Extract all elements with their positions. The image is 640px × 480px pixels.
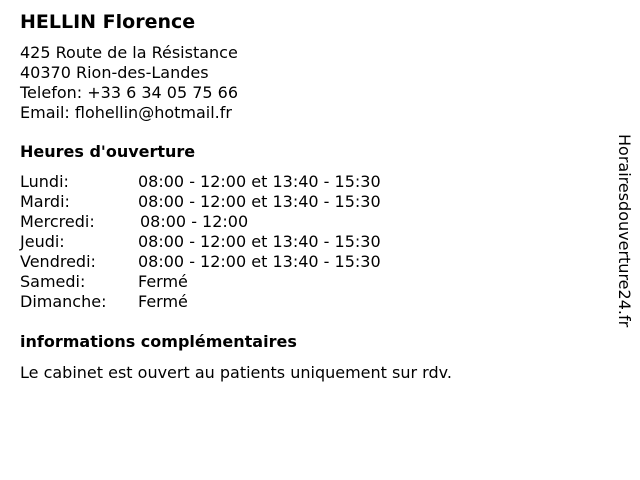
business-name: HELLIN Florence <box>20 11 196 33</box>
address-block <box>20 43 600 123</box>
phone-number: Telefon: +33 6 34 05 75 66 <box>20 83 239 102</box>
site-watermark-label: Horairesdouverture24.fr <box>615 134 634 328</box>
day-hours: 08:00 - 12:00 et 13:40 - 15:30 <box>138 232 381 251</box>
opening-hours-table <box>20 172 600 312</box>
hours-row-mercredi <box>20 212 600 232</box>
day-hours: 08:00 - 12:00 et 13:40 - 15:30 <box>138 252 381 271</box>
day-hours: 08:00 - 12:00 <box>140 212 249 231</box>
street-address: 425 Route de la Résistance <box>20 43 238 62</box>
opening-hours-heading: Heures d'ouverture <box>20 142 196 161</box>
day-label: Lundi: <box>20 172 69 191</box>
day-label: Mardi: <box>20 192 70 211</box>
additional-info-heading: informations complémentaires <box>20 332 297 351</box>
day-label: Dimanche: <box>20 292 107 311</box>
day-hours: Fermé <box>138 292 188 311</box>
day-label: Mercredi: <box>20 212 95 231</box>
email-address: Email: flohellin@hotmail.fr <box>20 103 232 122</box>
postal-city: 40370 Rion-des-Landes <box>20 63 209 82</box>
hours-row-vendredi <box>20 252 600 272</box>
day-hours: 08:00 - 12:00 et 13:40 - 15:30 <box>138 192 381 211</box>
hours-row-samedi <box>20 272 600 292</box>
day-label: Samedi: <box>20 272 86 291</box>
hours-row-lundi <box>20 172 600 192</box>
additional-info-text: Le cabinet est ouvert au patients uniquement sur rdv. <box>20 363 452 382</box>
day-label: Jeudi: <box>20 232 65 251</box>
hours-row-dimanche <box>20 292 600 312</box>
hours-row-mardi <box>20 192 600 212</box>
day-label: Vendredi: <box>20 252 96 271</box>
hours-row-jeudi <box>20 232 600 252</box>
day-hours: Fermé <box>138 272 188 291</box>
day-hours: 08:00 - 12:00 et 13:40 - 15:30 <box>138 172 381 191</box>
business-card <box>20 10 600 383</box>
